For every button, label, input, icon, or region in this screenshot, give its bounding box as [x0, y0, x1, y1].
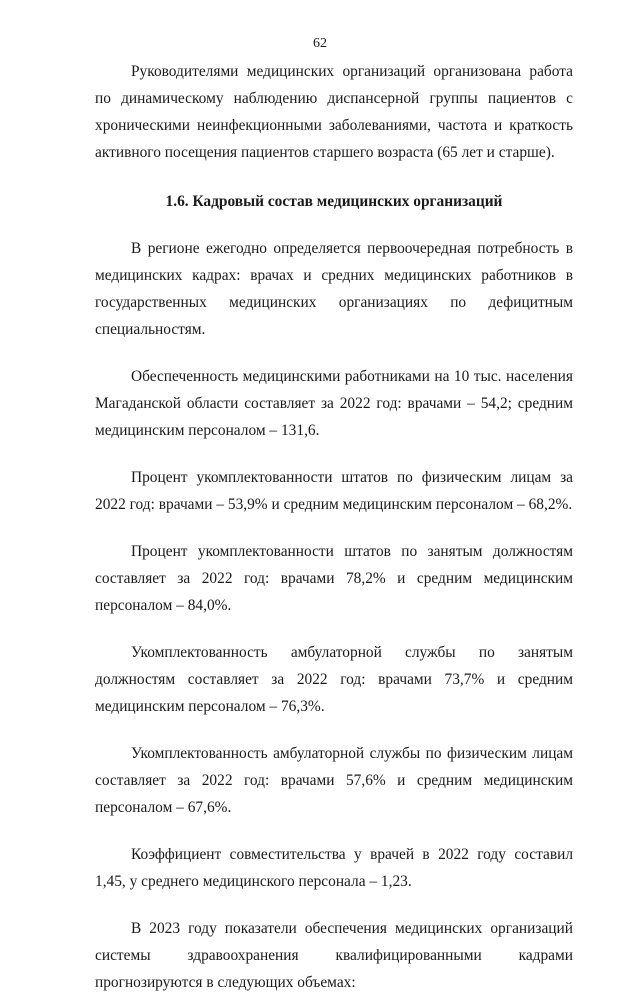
paragraph-outpatient-occupied-positions: Укомплектованность амбулаторной службы по занятым должностям составляет за 2022 год: врачами 73,7% и средним медицинским персоналом – 76,3%. [95, 644, 573, 715]
paragraph-staffing-occupied-positions: Процент укомплектованности штатов по занятым должностям составляет за 2022 год: врачами 78,2% и средним медицинским персоналом – 84,0%. [95, 543, 573, 614]
paragraph-outpatient-physical-persons: Укомплектованность амбулаторной службы по физическим лицам составляет за 2022 год: врачами 57,6% и средним медицинским персоналом – 67,6%. [95, 745, 573, 816]
paragraph-staffing-physical-persons: Процент укомплектованности штатов по физическим лицам за 2022 год: врачами – 53,9% и средним медицинским персоналом – 68,2%. [95, 469, 573, 513]
document-body [95, 58, 573, 996]
intro-paragraph: Руководителями медицинских организаций организована работа по динамическому наблюдению диспансерной группы пациентов с хроническими неинфекционными заболеваниями, частота и краткость активного посещения пациентов старшего возраста (65 лет и старше). [95, 63, 573, 161]
page-number: 62 [313, 36, 327, 51]
paragraph-combination-coefficient: Коэффициент совместительства у врачей в 2022 году составил 1,45, у среднего медицинского персонала – 1,23. [95, 846, 573, 890]
paragraph-forecast-2023: В 2023 году показатели обеспечения медицинских организаций системы здравоохранения квалифицированными кадрами прогнозируются в следующих объемах: [95, 920, 573, 991]
paragraph-staff-availability: Обеспеченность медицинскими работниками на 10 тыс. населения Магаданской области составляет за 2022 год: врачами – 54,2; средним медицинским персоналом – 131,6. [95, 368, 573, 439]
section-heading: 1.6. Кадровый состав медицинских организаций [165, 193, 503, 210]
paragraph-staffing-needs: В регионе ежегодно определяется первоочередная потребность в медицинских кадрах: врачах и средних медицинских работников в государственных медицинских организациях по дефицитным специальностям. [95, 240, 573, 338]
